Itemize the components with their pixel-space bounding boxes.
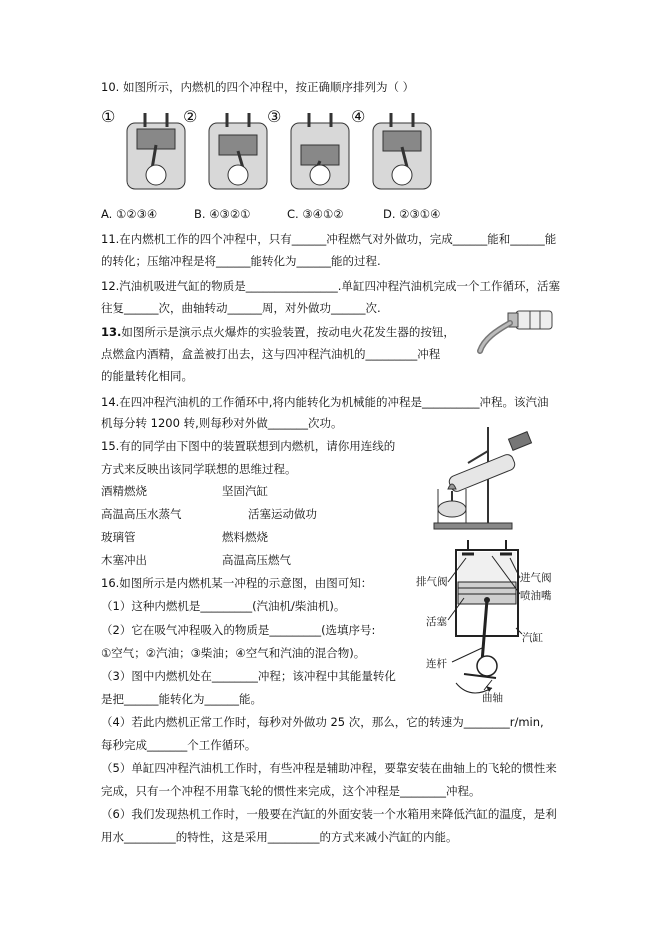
q13-number: 13. — [101, 325, 122, 339]
q15-left-4: 木塞冲出 — [101, 553, 147, 567]
q10-stem: 10. 如图所示，内燃机的四个冲程中，按正确顺序排列为（ ） — [101, 80, 415, 94]
q15-left-2: 高温高压水蒸气 — [101, 507, 182, 521]
q16-part2: （2）它在吸气冲程吸入的物质是_________(选填序号: — [101, 623, 376, 637]
q10-option-b: B. ④③②① — [194, 207, 251, 221]
q16-figure — [412, 538, 562, 708]
q16-stem: 16.如图所示是内燃机某一冲程的示意图，由图可知： — [101, 576, 373, 590]
q16-part5-cont: 完成，只有一个冲程不用靠飞轮的惯性来完成，这个冲程是________冲程。 — [101, 784, 481, 798]
label-cylinder: 汽缸 — [522, 632, 543, 644]
engine-label-2: ② — [183, 107, 198, 126]
q15-line2: 方式来反映出该同学联想的思维过程。 — [101, 462, 297, 476]
q11-line2: 的转化；压缩冲程是将______能转化为______能的过程. — [101, 254, 381, 268]
q16-part2-cont: ①空气；②汽油；③柴油；④空气和汽油的混合物)。 — [101, 646, 366, 660]
label-intake-valve: 进气阀 — [520, 572, 552, 584]
q13-line2: 点燃盒内酒精，盒盖被打出去，这与四冲程汽油机的_________冲程 — [101, 347, 441, 361]
q16-part4: （4）若此内燃机正常工作时，每秒对外做功 25 次，那么，它的转速为________r/min, — [101, 715, 544, 729]
q14-line2: 机每分转 1200 转,则每秒对外做_______次功。 — [101, 416, 343, 430]
q10-figure — [101, 105, 441, 204]
label-connecting-rod: 连杆 — [426, 658, 447, 670]
engine-1-icon — [127, 113, 185, 189]
q13-line1 — [101, 324, 455, 340]
engine-2-icon — [209, 113, 267, 189]
q15-right-2: 活塞运动做功 — [248, 507, 317, 521]
engine-label-3: ③ — [267, 107, 282, 126]
q10-option-d: D. ②③①④ — [383, 207, 441, 221]
label-exhaust-valve: 排气阀 — [416, 576, 448, 588]
engine-3-icon — [291, 113, 349, 189]
label-piston: 活塞 — [426, 616, 447, 628]
q11-line1: 11.在内燃机工作的四个冲程中，只有______冲程燃气对外做功，完成______能和______能 — [101, 232, 557, 246]
q16-part4-cont: 每秒完成_______个工作循环。 — [101, 738, 257, 752]
q16-part6: （6）我们发现热机工作时，一般要在汽缸的外面安装一个水箱用来降低汽缸的温度，是利 — [101, 807, 557, 821]
q16-part3: （3）图中内燃机处在________冲程；该冲程中其能量转化 — [101, 669, 396, 683]
steam-apparatus-icon — [428, 423, 538, 533]
q15-right-4: 高温高压燃气 — [222, 553, 291, 567]
q13-line1-text: 如图所示是演示点火爆炸的实验装置，按动电火花发生器的按钮， — [121, 325, 455, 339]
q15-right-3: 燃料燃烧 — [222, 530, 268, 544]
q14-line1: 14.在四冲程汽油机的工作循环中,将内能转化为机械能的冲程是__________冲程。该汽油 — [101, 395, 549, 409]
q15-left-1: 酒精燃烧 — [101, 484, 147, 498]
q12-line1: 12.汽油机吸进气缸的物质是________________.单缸四冲程汽油机完成一个工作循环，活塞 — [101, 279, 560, 293]
q15-right-1: 坚固汽缸 — [222, 484, 268, 498]
q13-figure — [470, 305, 560, 360]
engine-4-icon — [373, 113, 431, 189]
label-injector: 喷油嘴 — [520, 590, 552, 602]
spark-igniter-icon — [470, 305, 560, 357]
q16-part5: （5）单缸四冲程汽油机工作时，有些冲程是辅助冲程，要靠安装在曲轴上的飞轮的惯性来 — [101, 761, 557, 775]
q16-part3-cont: 是把______能转化为______能。 — [101, 692, 262, 706]
q10-option-a: A. ①②③④ — [101, 207, 158, 221]
q15-left-3: 玻璃管 — [101, 530, 136, 544]
q16-part1: （1）这种内燃机是_________(汽油机/柴油机)。 — [101, 599, 346, 613]
q13-line3: 的能量转化相同。 — [101, 369, 193, 383]
q16-part6-cont: 用水_________的特性，这是采用_________的方式来减小汽缸的内能。 — [101, 830, 458, 844]
engine-label-1: ① — [101, 107, 116, 126]
label-crankshaft: 曲轴 — [482, 692, 503, 704]
q10-option-c: C. ③④①② — [287, 207, 344, 221]
q12-line2: 往复______次，曲轴转动______周，对外做功______次. — [101, 301, 381, 315]
q15-figure — [428, 423, 538, 536]
engine-label-4: ④ — [351, 107, 366, 126]
q15-line1: 15.有的同学由下图中的装置联想到内燃机，请你用连线的 — [101, 439, 396, 453]
